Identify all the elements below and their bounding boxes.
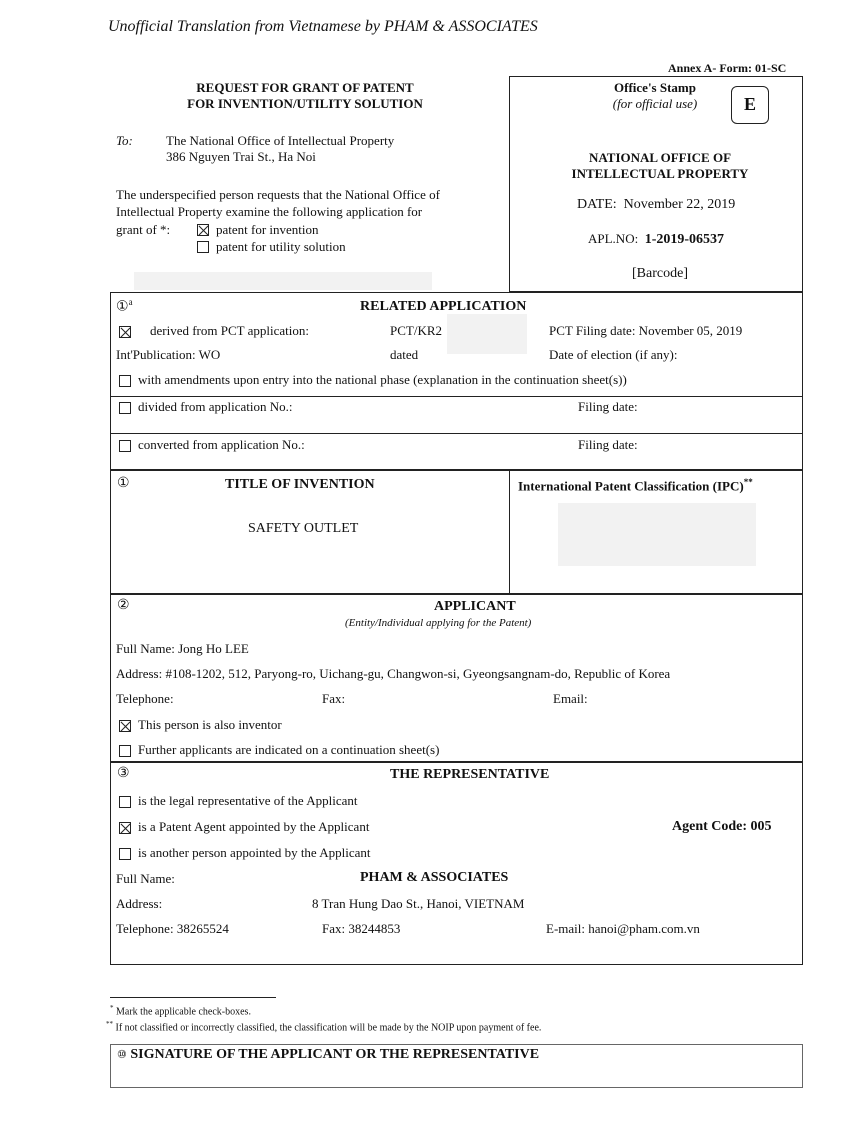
redacted-area <box>134 272 432 290</box>
date-value: November 22, 2019 <box>623 197 736 212</box>
barcode-placeholder: [Barcode] <box>632 266 688 281</box>
checkbox-also-inventor[interactable] <box>119 720 131 732</box>
agent-code: Agent Code: 005 <box>672 819 772 834</box>
pct-number: PCT/KR2 <box>390 323 443 338</box>
rep-address-label: Address: <box>116 896 163 911</box>
footnote-rule <box>110 997 276 998</box>
office-stamp-subtitle: (for official use) <box>612 96 698 111</box>
option-utility-solution: patent for utility solution <box>216 239 346 254</box>
divided-filing-date: Filing date: <box>578 399 638 414</box>
pct-filing-date: PCT Filing date: November 05, 2019 <box>549 323 743 338</box>
applicant-heading: APPLICANT <box>434 599 516 614</box>
divided-label: divided from application No.: <box>138 399 293 414</box>
representative-marker: ③ <box>117 766 130 781</box>
intl-publication: Int'Publication: WO <box>116 347 221 362</box>
converted-filing-date: Filing date: <box>578 437 638 452</box>
title-marker: ① <box>117 476 130 491</box>
request-body-line2: Intellectual Property examine the following application for <box>116 204 423 219</box>
signature-label: ⑩ SIGNATURE OF THE APPLICANT OR THE REPRESENTATIVE <box>117 1047 540 1062</box>
checkbox-pct-derived[interactable] <box>119 326 131 338</box>
also-inventor-label: This person is also inventor <box>138 717 282 732</box>
rep-full-name-value: PHAM & ASSOCIATES <box>360 870 509 885</box>
office-apl-no <box>588 231 724 248</box>
checkbox-legal-representative[interactable] <box>119 796 131 808</box>
related-heading: RELATED APPLICATION <box>360 299 527 314</box>
office-date <box>577 197 735 213</box>
office-name-line2: INTELLECTUAL PROPERTY <box>571 166 749 181</box>
rep-address-value: 8 Tran Hung Dao St., Hanoi, VIETNAM <box>312 896 525 911</box>
checkbox-converted[interactable] <box>119 440 131 452</box>
legal-representative-label: is the legal representative of the Applicant <box>138 793 358 808</box>
footnote-2: ** If not classified or incorrectly classified, the classification will be made by the NOIP upon payment of fee. <box>106 1020 542 1034</box>
divider <box>110 396 803 397</box>
applicant-fax: Fax: <box>322 691 346 706</box>
office-stamp-title: Office's Stamp <box>614 80 696 95</box>
checkbox-patent-invention[interactable] <box>197 224 209 236</box>
rep-telephone: Telephone: 38265524 <box>116 921 229 936</box>
divider <box>110 433 803 434</box>
redacted-ipc <box>558 503 756 566</box>
request-body-line1: The underspecified person requests that the National Office of <box>116 187 440 202</box>
translation-note: Unofficial Translation from Vietnamese by PHAM & ASSOCIATES <box>108 18 538 35</box>
to-address-line2: 386 Nguyen Trai St., Ha Noi <box>166 149 316 164</box>
checkbox-further-applicants[interactable] <box>119 745 131 757</box>
checkbox-utility-solution[interactable] <box>197 241 209 253</box>
annex-label: Annex A- Form: 01-SC <box>668 61 787 75</box>
rep-email: E-mail: hanoi@pham.com.vn <box>546 921 700 936</box>
date-of-election: Date of election (if any): <box>549 347 678 362</box>
patent-agent-label: is a Patent Agent appointed by the Applicant <box>138 819 370 834</box>
redacted-pct <box>447 314 527 354</box>
related-marker: ①$^a$ <box>116 297 133 315</box>
date-label: DATE: <box>577 197 617 212</box>
ipc-heading: International Patent Classification (IPC)** <box>518 477 753 494</box>
rep-fax: Fax: 38244853 <box>322 921 401 936</box>
applicant-address: Address: #108-1202, 512, Paryong-ro, Uichang-gu, Changwon-si, Gyeongsangnam-do, Republic of Korea <box>116 666 671 681</box>
publication-dated: dated <box>390 347 419 362</box>
checkbox-divided[interactable] <box>119 402 131 414</box>
request-title-line1: REQUEST FOR GRANT OF PATENT <box>196 80 414 95</box>
further-applicants-label: Further applicants are indicated on a continuation sheet(s) <box>138 742 440 757</box>
office-name-line1: NATIONAL OFFICE OF <box>588 150 732 165</box>
footnote-1: * Mark the applicable check-boxes. <box>110 1004 251 1018</box>
other-person-label: is another person appointed by the Applicant <box>138 845 371 860</box>
grant-of-label: grant of *: <box>116 222 171 237</box>
to-label: To: <box>116 133 133 148</box>
applicant-full-name: Full Name: Jong Ho LEE <box>116 641 249 656</box>
checkbox-patent-agent[interactable] <box>119 822 131 834</box>
rep-full-name-label: Full Name: <box>116 871 175 886</box>
amendments-label: with amendments upon entry into the national phase (explanation in the continuation sheet(s)) <box>138 372 627 387</box>
applicant-email: Email: <box>553 691 588 706</box>
applicant-telephone: Telephone: <box>116 691 174 706</box>
divider <box>509 470 510 594</box>
converted-label: converted from application No.: <box>138 437 305 452</box>
apl-value: 1-2019-06537 <box>644 232 725 247</box>
applicant-subheading: (Entity/Individual applying for the Patent) <box>345 617 532 629</box>
applicant-marker: ② <box>117 598 130 613</box>
checkbox-other-person[interactable] <box>119 848 131 860</box>
option-patent-invention: patent for invention <box>216 222 319 237</box>
signature-marker: ⑩ <box>117 1049 127 1061</box>
representative-heading: THE REPRESENTATIVE <box>390 767 550 782</box>
title-heading: TITLE OF INVENTION <box>225 477 375 492</box>
checkbox-amendments[interactable] <box>119 375 131 387</box>
invention-title-value: SAFETY OUTLET <box>248 521 359 536</box>
apl-label: APL.NO: <box>588 231 639 246</box>
pct-label: derived from PCT application: <box>150 323 309 338</box>
request-title-line2: FOR INVENTION/UTILITY SOLUTION <box>187 96 423 111</box>
to-address-line1: The National Office of Intellectual Property <box>166 133 395 148</box>
stamp-letter-badge: E <box>731 86 769 124</box>
